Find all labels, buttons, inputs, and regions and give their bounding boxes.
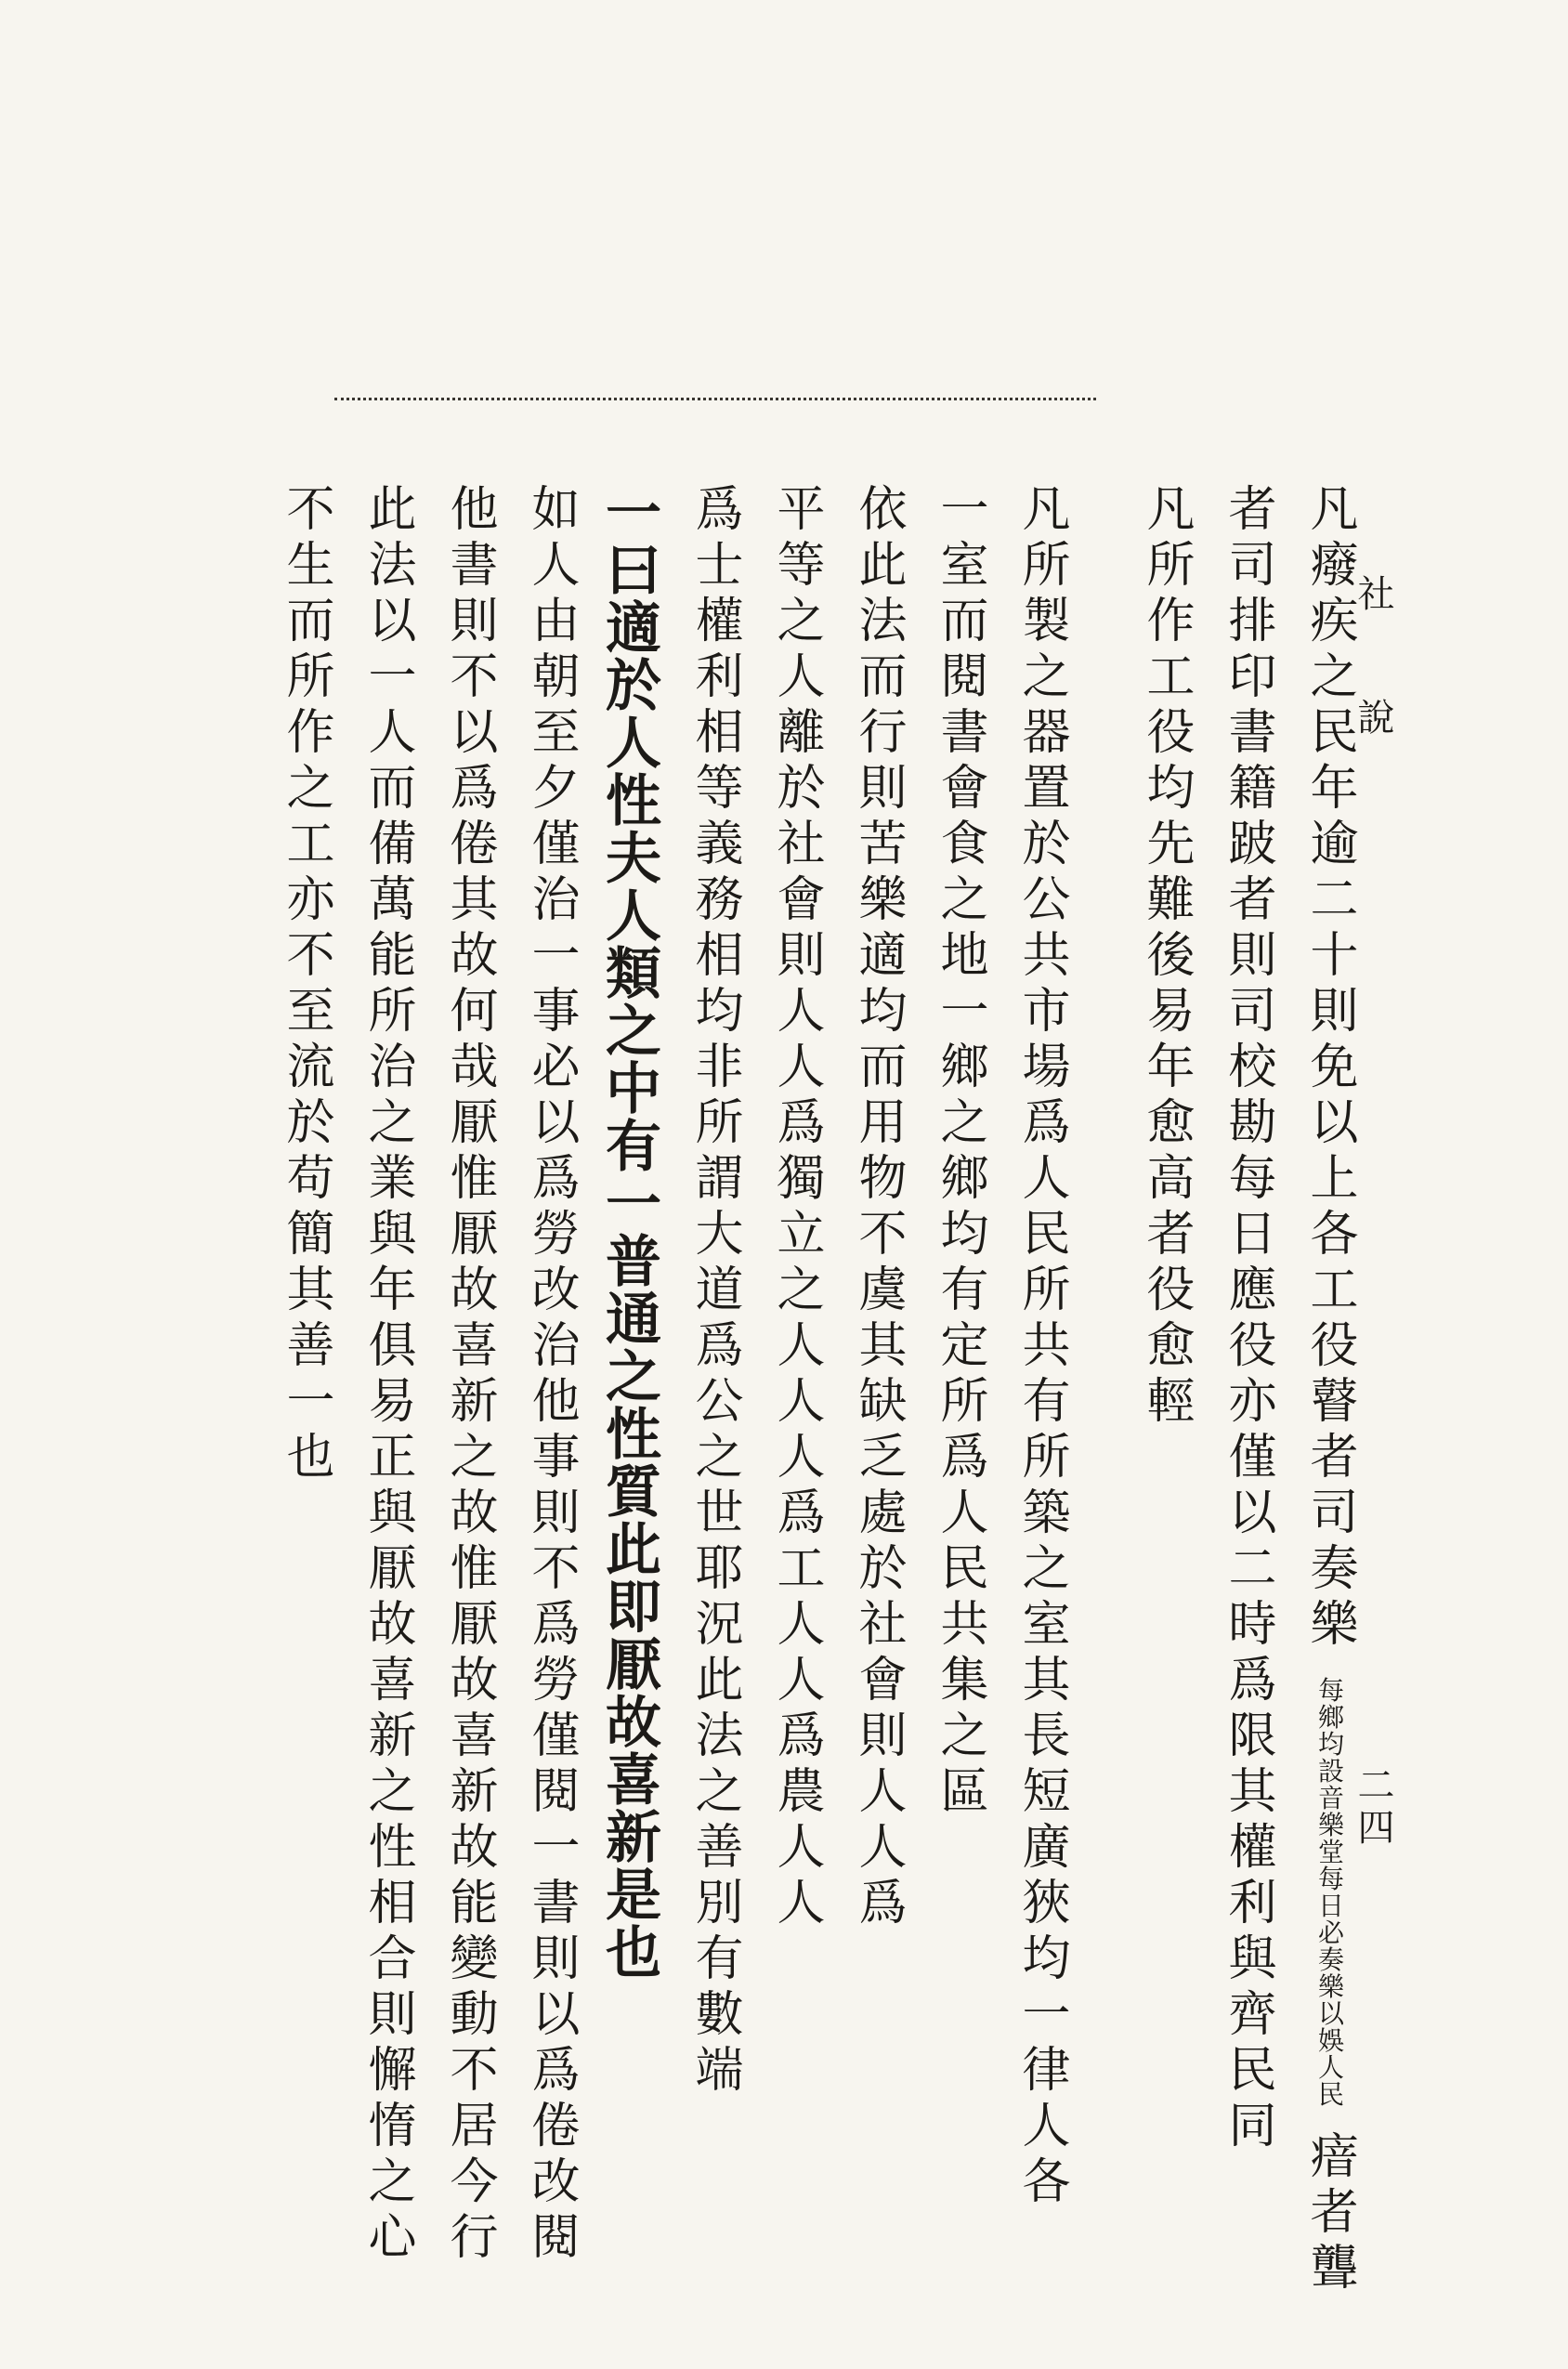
text-column: 者司排印書籍跛者則司校勘每日應役亦僅以二時爲限其權利與齊民同 xyxy=(1220,483,1275,2155)
page-number: 二四 xyxy=(1352,1765,1394,1851)
text-column: 平等之人離於社會則人人爲獨立之人人人爲工人人爲農人人 xyxy=(768,483,824,1932)
text-column: 此法以一人而備萬能所治之業與年俱易正與厭故喜新之性相合則懈惰之心 xyxy=(359,483,415,2267)
text-column: 爲士權利相等義務相均非所謂大道爲公之世耶況此法之善別有數端 xyxy=(686,483,742,2100)
text-column-heading: 一曰適於人性夫人類之中有一普通之性質此即厭故喜新是也 xyxy=(596,483,661,1981)
text-column: 凡所作工役均先難後易年愈高者役愈輕 xyxy=(1138,483,1194,1431)
text-column: 如人由朝至夕僅治一事必以爲勞改治他事則不爲勞僅閱一書則以爲倦改閱 xyxy=(523,483,579,2267)
text-column: 依此法而行則苦樂適均而用物不虞其缺乏處於社會則人人爲 xyxy=(850,483,906,1932)
column-gap xyxy=(1072,483,1109,2137)
text-column: 凡所製之器置於公共市場爲人民所共有所築之室其長短廣狹均一律人各 xyxy=(1013,483,1069,2211)
annotation-music-hall: 每鄉均設音樂堂每日必奏樂以娛人民 xyxy=(1314,1676,1345,2108)
column-text: 凡癈疾之民年逾二十則免以上各工役瞽者司奏樂 xyxy=(1301,483,1357,1654)
text-column xyxy=(1278,483,1357,2298)
running-header-section: 社 說 xyxy=(1352,574,1394,772)
text-column: 不生而所作之工亦不至流於苟簡其善一也 xyxy=(278,483,333,1486)
header-rule xyxy=(334,398,1096,400)
annotation-deaf: 瘖者聾 xyxy=(1301,2130,1357,2298)
body-text xyxy=(255,483,1357,2298)
text-column: 一室而閱書會食之地一鄉之鄉均有定所爲人民共集之區 xyxy=(932,483,987,1821)
text-column: 他書則不以爲倦其故何哉厭惟厭故喜新之故惟厭故喜新故能變動不居今行 xyxy=(441,483,497,2267)
